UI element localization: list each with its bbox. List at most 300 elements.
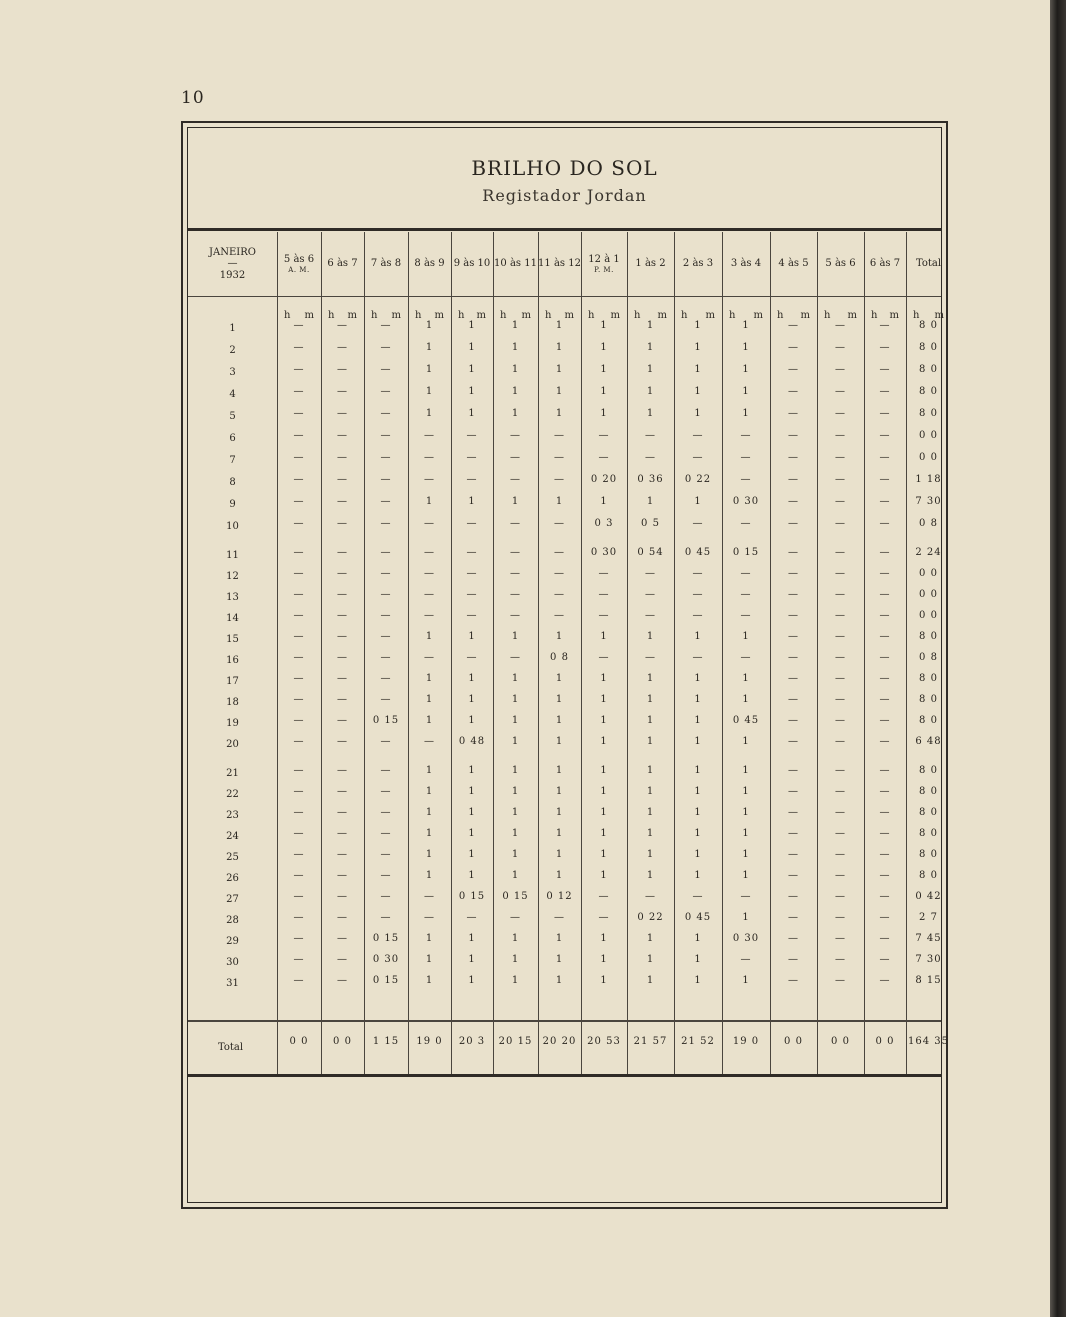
table-cell: — <box>788 364 799 375</box>
table-cell: 1 <box>555 408 564 419</box>
table-cell: — <box>337 652 348 663</box>
table-cell: 1 <box>646 954 655 965</box>
table-cell: — <box>293 912 305 923</box>
table-cell: — <box>598 452 610 463</box>
table-cell: 0 8 <box>550 652 569 663</box>
table-cell: 1 <box>742 631 750 642</box>
table-cell: — <box>337 320 348 331</box>
table-cell: — <box>424 652 435 663</box>
total-cell: 0 0 <box>875 1036 895 1047</box>
total-cell: 20 20 <box>542 1036 577 1047</box>
table-cell: — <box>380 342 392 353</box>
table-cell: 1 <box>742 694 750 705</box>
table-cell: — <box>380 518 392 529</box>
table-cell: — <box>879 715 891 726</box>
column-header-label: 2 às 3 <box>682 258 714 270</box>
table-cell: 1 <box>555 786 564 797</box>
table-cell: — <box>293 547 305 558</box>
table-cell: 8 0 <box>919 870 938 881</box>
day-number: 30 <box>226 957 239 968</box>
table-cell: 1 <box>694 828 702 839</box>
table-cell: 1 <box>600 736 608 747</box>
table-cell: — <box>788 736 799 747</box>
table-cell: 1 <box>511 954 520 965</box>
day-number: 24 <box>226 831 239 842</box>
table-cell: — <box>835 452 846 463</box>
table-cell: 1 <box>468 408 476 419</box>
table-cell: — <box>879 954 891 965</box>
table-cell: 1 <box>425 694 434 705</box>
table-cell: — <box>740 430 752 441</box>
table-cell: 1 <box>468 828 476 839</box>
table-cell: — <box>510 589 521 600</box>
unit-hours: h <box>415 310 422 321</box>
day-number: 19 <box>226 718 239 729</box>
table-cell: — <box>380 828 392 839</box>
table-cell: 8 0 <box>919 807 938 818</box>
table-cell: 1 <box>694 386 702 397</box>
table-cell: 1 <box>742 975 750 986</box>
table-cell: — <box>554 518 565 529</box>
table-cell: — <box>835 849 846 860</box>
table-cell: — <box>788 430 799 441</box>
total-cell: 20 15 <box>498 1036 533 1047</box>
table-cell: — <box>293 452 305 463</box>
table-cell: — <box>380 849 392 860</box>
table-cell: 1 <box>555 386 564 397</box>
day-number: 8 <box>229 477 236 488</box>
table-cell: 8 0 <box>919 320 938 331</box>
table-cell: 1 <box>555 736 564 747</box>
table-cell: — <box>466 452 478 463</box>
table-cell: 1 <box>511 342 520 353</box>
table-cell: — <box>380 452 392 463</box>
table-cell: 1 <box>742 828 750 839</box>
table-cell: 1 <box>600 954 608 965</box>
table-cell: 1 <box>600 807 608 818</box>
table-cell: — <box>835 430 846 441</box>
table-cell: — <box>788 589 799 600</box>
column-header <box>277 232 321 296</box>
table-cell: — <box>293 736 305 747</box>
table-cell: 1 <box>694 408 702 419</box>
table-cell: 1 <box>694 765 702 776</box>
table-cell: — <box>380 652 392 663</box>
table-cell: — <box>835 589 846 600</box>
table-cell: — <box>645 652 656 663</box>
day-number: 17 <box>226 676 239 687</box>
table-cell: 1 <box>742 849 750 860</box>
table-cell: — <box>835 474 846 485</box>
table-cell: 1 <box>425 342 434 353</box>
table-cell: — <box>337 474 348 485</box>
table-cell: 0 30 <box>732 933 760 944</box>
table-cell: — <box>835 547 846 558</box>
table-cell: — <box>835 912 846 923</box>
table-cell: 1 <box>646 736 655 747</box>
table-cell: — <box>879 364 891 375</box>
table-cell: — <box>788 652 799 663</box>
table-cell: — <box>337 912 348 923</box>
table-cell: 2 24 <box>915 547 942 558</box>
column-header <box>408 232 451 296</box>
total-cell: 1 15 <box>372 1036 400 1047</box>
table-cell: 1 <box>555 496 564 507</box>
table-cell: 0 0 <box>919 452 938 463</box>
table-cell: 1 <box>468 715 476 726</box>
table-cell: 1 <box>646 870 655 881</box>
table-cell: 8 0 <box>919 765 938 776</box>
table-cell: 1 <box>555 933 564 944</box>
table-cell: 0 22 <box>637 912 664 923</box>
table-cell: — <box>337 430 348 441</box>
table-cell: — <box>788 610 799 621</box>
table-cell: — <box>740 518 752 529</box>
total-cell: 21 52 <box>681 1036 715 1047</box>
table-cell: 1 <box>425 849 434 860</box>
table-cell: — <box>554 610 565 621</box>
table-cell: 0 20 <box>590 474 618 485</box>
table-cell: — <box>788 765 799 776</box>
table-cell: 1 <box>468 694 476 705</box>
column-header <box>674 232 722 296</box>
table-cell: — <box>554 474 565 485</box>
table-cell: — <box>554 589 565 600</box>
unit-minutes: m <box>705 310 715 321</box>
day-number: 5 <box>229 411 236 422</box>
table-cell: — <box>380 547 392 558</box>
table-cell: — <box>692 589 704 600</box>
table-cell: — <box>337 954 348 965</box>
table-cell: — <box>380 589 392 600</box>
table-cell: — <box>337 364 348 375</box>
table-cell: — <box>293 568 305 579</box>
table-cell: — <box>293 828 305 839</box>
table-cell: — <box>835 975 846 986</box>
table-cell: 0 22 <box>684 474 712 485</box>
column-header-label: 6 às 7 <box>869 258 901 270</box>
table-cell: 1 <box>600 975 608 986</box>
table-cell: — <box>293 891 305 902</box>
column-header-label: 8 às 9 <box>414 258 445 270</box>
table-cell: — <box>598 652 610 663</box>
unit-hours: h <box>681 310 688 321</box>
table-cell: 1 <box>742 912 750 923</box>
table-cell: — <box>879 765 891 776</box>
total-cell: 0 0 <box>333 1036 352 1047</box>
column-header <box>581 232 627 296</box>
table-cell: — <box>466 912 478 923</box>
table-cell: — <box>835 715 846 726</box>
table-cell: 1 <box>555 631 564 642</box>
table-cell: — <box>692 652 704 663</box>
table-cell: — <box>293 386 305 397</box>
table-cell: 1 <box>742 364 750 375</box>
table-cell: — <box>835 891 846 902</box>
table-cell: — <box>740 474 752 485</box>
day-number: 20 <box>226 739 239 750</box>
table-cell: — <box>835 320 846 331</box>
table-cell: 1 <box>694 975 702 986</box>
table-cell: — <box>380 736 392 747</box>
table-cell: — <box>380 386 392 397</box>
table-cell: — <box>293 849 305 860</box>
table-cell: 1 <box>742 870 750 881</box>
table-cell: 7 30 <box>915 496 942 507</box>
table-cell: — <box>380 364 392 375</box>
table-cell: 0 0 <box>919 589 938 600</box>
table-cell: 0 8 <box>919 652 938 663</box>
table-cell: — <box>692 891 704 902</box>
column-header <box>493 232 538 296</box>
table-cell: 1 <box>694 933 702 944</box>
table-cell: 1 <box>468 870 476 881</box>
table-cell: — <box>293 933 305 944</box>
table-cell: — <box>293 364 305 375</box>
table-cell: 1 <box>468 631 476 642</box>
table-cell: 1 <box>425 320 434 331</box>
total-cell: 0 0 <box>784 1036 803 1047</box>
table-cell: 0 12 <box>546 891 573 902</box>
table-cell: — <box>380 912 392 923</box>
day-number: 27 <box>226 894 239 905</box>
table-cell: — <box>879 452 891 463</box>
column-header <box>538 232 581 296</box>
unit-minutes: m <box>800 310 810 321</box>
table-cell: — <box>692 518 704 529</box>
table-cell: 1 <box>646 364 655 375</box>
table-cell: 1 <box>425 807 434 818</box>
table-cell: 1 <box>600 631 608 642</box>
table-cell: — <box>293 715 305 726</box>
table-cell: 1 <box>555 765 564 776</box>
table-cell: — <box>879 933 891 944</box>
table-cell: 1 <box>425 975 434 986</box>
table-cell: 8 0 <box>919 342 938 353</box>
table-cell: 1 <box>742 736 750 747</box>
table-cell: 1 <box>425 786 434 797</box>
table-cell: 1 <box>600 715 608 726</box>
table-cell: — <box>424 452 435 463</box>
table-cell: 1 <box>694 736 702 747</box>
table-cell: 0 3 <box>594 518 614 529</box>
unit-hours: h <box>371 310 378 321</box>
day-number: 7 <box>229 455 236 466</box>
table-cell: — <box>293 694 305 705</box>
table-cell: 0 15 <box>458 891 486 902</box>
table-cell: 1 <box>646 694 655 705</box>
table-cell: — <box>835 496 846 507</box>
table-cell: 1 <box>511 673 520 684</box>
unit-minutes: m <box>304 310 314 321</box>
table-cell: 1 <box>425 715 434 726</box>
table-cell: — <box>645 891 656 902</box>
table-cell: 1 <box>555 849 564 860</box>
table-cell: — <box>510 452 521 463</box>
table-cell: 1 <box>600 320 608 331</box>
table-cell: — <box>466 568 478 579</box>
table-cell: — <box>424 891 435 902</box>
day-number: 22 <box>226 789 239 800</box>
table-cell: 1 <box>600 364 608 375</box>
unit-hours: h <box>458 310 465 321</box>
table-cell: — <box>337 568 348 579</box>
table-cell: — <box>788 828 799 839</box>
table-cell: — <box>380 807 392 818</box>
table-frame <box>181 121 948 1209</box>
table-cell: — <box>337 631 348 642</box>
table-cell: — <box>879 652 891 663</box>
table-cell: — <box>554 430 565 441</box>
table-cell: — <box>510 912 521 923</box>
table-cell: — <box>293 765 305 776</box>
table-cell: — <box>337 786 348 797</box>
footer-rule <box>188 1074 941 1077</box>
table-cell: 1 <box>425 408 434 419</box>
table-cell: 1 <box>600 828 608 839</box>
table-cell: — <box>835 652 846 663</box>
day-number: 23 <box>226 810 239 821</box>
day-number: 25 <box>226 852 239 863</box>
table-cell: 1 <box>555 694 564 705</box>
table-cell: — <box>879 912 891 923</box>
table-cell: 1 <box>600 496 608 507</box>
table-cell: — <box>879 673 891 684</box>
table-cell: — <box>788 807 799 818</box>
table-cell: 1 <box>600 765 608 776</box>
table-cell: — <box>879 342 891 353</box>
table-cell: 1 <box>511 765 520 776</box>
table-cell: — <box>380 474 392 485</box>
table-cell: — <box>788 452 799 463</box>
table-cell: — <box>645 568 656 579</box>
table-cell: 1 <box>646 342 655 353</box>
table-cell: — <box>466 589 478 600</box>
table-cell: — <box>466 547 478 558</box>
table-cell: 1 <box>742 386 750 397</box>
table-cell: 1 <box>646 320 655 331</box>
table-cell: — <box>554 547 565 558</box>
page-subtitle: Registador Jordan <box>482 186 647 205</box>
table-cell: — <box>510 547 521 558</box>
table-cell: — <box>466 430 478 441</box>
unit-minutes: m <box>391 310 401 321</box>
table-cell: 0 0 <box>919 610 938 621</box>
table-cell: — <box>466 652 478 663</box>
table-cell: — <box>293 673 305 684</box>
table-cell: — <box>788 786 799 797</box>
table-cell: — <box>380 694 392 705</box>
table-cell: 1 <box>425 496 434 507</box>
table-cell: — <box>293 954 305 965</box>
table-cell: — <box>337 408 348 419</box>
table-cell: 1 <box>425 933 434 944</box>
column-header-label: 12 à 1 <box>588 254 620 266</box>
table-cell: 8 0 <box>919 673 938 684</box>
table-cell: 0 15 <box>502 891 529 902</box>
table-cell: — <box>466 610 478 621</box>
header-bottom-line <box>188 296 941 297</box>
day-number: 31 <box>226 978 239 989</box>
table-cell: — <box>337 673 348 684</box>
table-cell: 1 <box>600 342 608 353</box>
table-cell: 1 <box>555 954 564 965</box>
table-cell: — <box>788 408 799 419</box>
table-cell: — <box>835 786 846 797</box>
table-cell: — <box>879 386 891 397</box>
table-cell: — <box>424 589 435 600</box>
table-cell: 1 <box>468 765 476 776</box>
column-header <box>627 232 674 296</box>
table-cell: — <box>740 452 752 463</box>
table-frame-inner <box>187 127 949 1203</box>
table-cell: 0 54 <box>637 547 664 558</box>
table-cell: — <box>692 568 704 579</box>
table-cell: — <box>879 589 891 600</box>
table-cell: — <box>337 736 348 747</box>
table-cell: — <box>510 518 521 529</box>
table-cell: — <box>337 807 348 818</box>
column-header-label: 3 às 4 <box>730 258 762 270</box>
table-cell: — <box>645 452 656 463</box>
table-cell: 1 <box>511 849 520 860</box>
table-cell: 8 0 <box>919 849 938 860</box>
table-cell: 1 <box>600 408 608 419</box>
table-cell: 8 15 <box>915 975 942 986</box>
table-cell: — <box>879 430 891 441</box>
table-cell: — <box>598 589 610 600</box>
table-cell: 1 <box>646 933 655 944</box>
table-cell: 1 <box>425 765 434 776</box>
day-number: 2 <box>229 345 236 356</box>
table-cell: — <box>424 610 435 621</box>
table-cell: 1 <box>694 807 702 818</box>
day-number: 3 <box>229 367 236 378</box>
total-label: Total <box>218 1042 244 1053</box>
table-cell: 0 15 <box>732 547 760 558</box>
table-cell: — <box>337 547 348 558</box>
header-year: 1932 <box>219 269 246 281</box>
table-cell: 1 <box>555 342 564 353</box>
table-cell: — <box>380 320 392 331</box>
table-cell: — <box>337 386 348 397</box>
table-cell: — <box>788 496 799 507</box>
total-cell: 20 3 <box>458 1036 486 1047</box>
table-cell: 1 <box>425 631 434 642</box>
table-cell: 1 <box>468 933 476 944</box>
table-cell: 1 <box>600 386 608 397</box>
table-cell: 8 0 <box>919 694 938 705</box>
table-cell: 1 <box>742 320 750 331</box>
table-cell: — <box>293 589 305 600</box>
table-cell: 1 <box>600 673 608 684</box>
table-cell: 0 15 <box>372 975 400 986</box>
table-cell: — <box>788 342 799 353</box>
day-number: 14 <box>226 613 239 624</box>
table-cell: — <box>788 891 799 902</box>
table-cell: 1 <box>468 342 476 353</box>
unit-minutes: m <box>657 310 667 321</box>
total-cell: 0 0 <box>289 1036 309 1047</box>
table-cell: — <box>510 610 521 621</box>
day-number: 21 <box>226 768 239 779</box>
table-cell: — <box>788 547 799 558</box>
table-cell: — <box>380 786 392 797</box>
table-cell: 1 <box>511 631 520 642</box>
table-cell: 1 <box>694 715 702 726</box>
table-cell: 1 18 <box>915 474 942 485</box>
unit-hours: h <box>913 310 920 321</box>
